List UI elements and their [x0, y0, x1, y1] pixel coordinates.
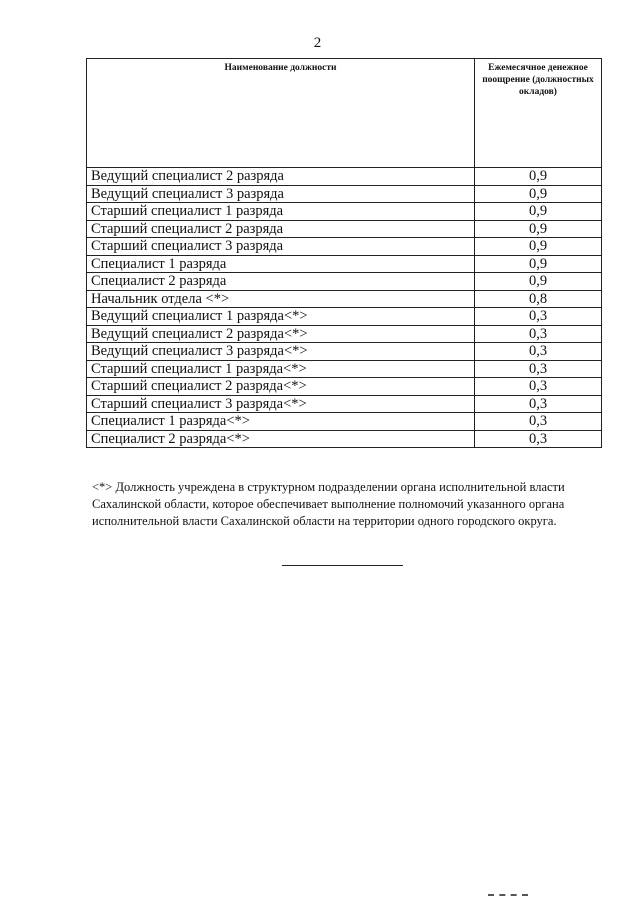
table-row — [87, 255, 602, 273]
table-row — [87, 325, 602, 343]
bonus-value-cell: 0,3 — [475, 430, 602, 448]
table-row — [87, 395, 602, 413]
table-row — [87, 168, 602, 186]
position-cell: Старший специалист 1 разряда — [87, 203, 475, 221]
footnote: <*> Должность учреждена в структурном подразделении органа исполнительной власти Сахалинской области, которое обеспечивает выполнение полномочий указанного органа исполнительной власти Сахалинской области на территории одного городского округа. — [92, 480, 565, 528]
bonus-value-cell: 0,3 — [475, 378, 602, 396]
header-bonus: Ежемесячное денежное поощрение (должностных окладов) — [475, 59, 602, 168]
bonus-value-cell: 0,8 — [475, 290, 602, 308]
position-cell: Ведущий специалист 1 разряда<*> — [87, 308, 475, 326]
position-cell: Старший специалист 3 разряда<*> — [87, 395, 475, 413]
table-row — [87, 413, 602, 431]
bonus-value-cell: 0,9 — [475, 273, 602, 291]
position-cell: Старший специалист 3 разряда — [87, 238, 475, 256]
position-cell: Старший специалист 2 разряда<*> — [87, 378, 475, 396]
page-number: 2 — [313, 35, 322, 51]
position-cell: Ведущий специалист 2 разряда<*> — [87, 325, 475, 343]
signature-line — [282, 565, 403, 566]
position-cell: Ведущий специалист 3 разряда — [87, 185, 475, 203]
table-row — [87, 238, 602, 256]
scan-mark — [488, 894, 528, 896]
bonus-value-cell: 0,3 — [475, 343, 602, 361]
bonus-value-cell: 0,3 — [475, 413, 602, 431]
positions-table — [86, 58, 602, 448]
table-row — [87, 203, 602, 221]
header-position: Наименование должности — [87, 59, 475, 168]
bonus-value-cell: 0,9 — [475, 238, 602, 256]
table-row — [87, 378, 602, 396]
table-row — [87, 185, 602, 203]
table-row — [87, 308, 602, 326]
bonus-value-cell: 0,9 — [475, 255, 602, 273]
table-row — [87, 290, 602, 308]
position-cell: Старший специалист 1 разряда<*> — [87, 360, 475, 378]
bonus-value-cell: 0,3 — [475, 395, 602, 413]
table-row — [87, 430, 602, 448]
bonus-value-cell: 0,9 — [475, 203, 602, 221]
table-row — [87, 273, 602, 291]
position-cell: Специалист 2 разряда<*> — [87, 430, 475, 448]
table-row — [87, 360, 602, 378]
table-header-row — [87, 59, 602, 168]
bonus-value-cell: 0,3 — [475, 360, 602, 378]
bonus-value-cell: 0,9 — [475, 185, 602, 203]
position-cell: Начальник отдела <*> — [87, 290, 475, 308]
bonus-value-cell: 0,3 — [475, 325, 602, 343]
bonus-value-cell: 0,9 — [475, 220, 602, 238]
position-cell: Ведущий специалист 2 разряда — [87, 168, 475, 186]
position-cell: Ведущий специалист 3 разряда<*> — [87, 343, 475, 361]
table-body — [87, 168, 602, 448]
position-cell: Специалист 2 разряда — [87, 273, 475, 291]
position-cell: Старший специалист 2 разряда — [87, 220, 475, 238]
position-cell: Специалист 1 разряда<*> — [87, 413, 475, 431]
position-cell: Специалист 1 разряда — [87, 255, 475, 273]
table-row — [87, 343, 602, 361]
bonus-value-cell: 0,9 — [475, 168, 602, 186]
table-row — [87, 220, 602, 238]
bonus-value-cell: 0,3 — [475, 308, 602, 326]
